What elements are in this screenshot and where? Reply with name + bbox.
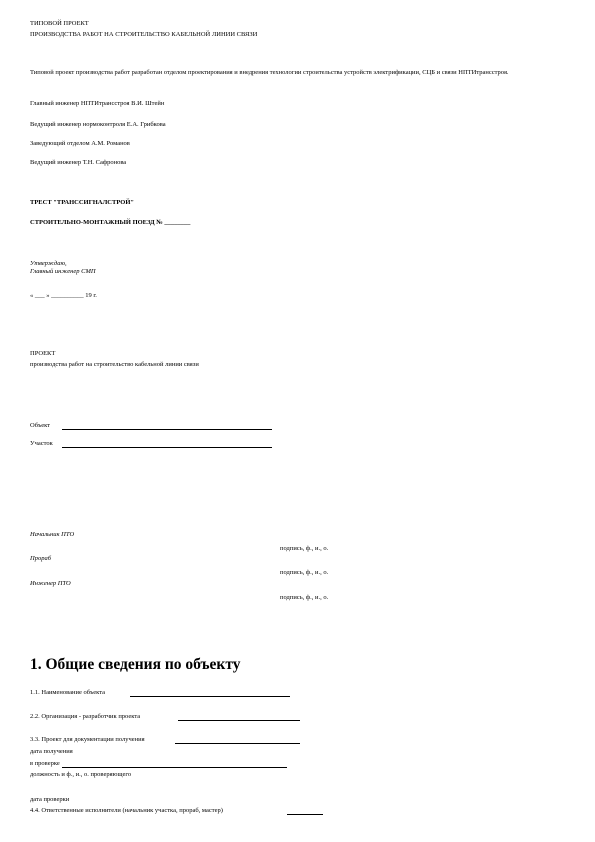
train-label: [30, 219, 190, 226]
receipt-date-label: дата получения: [30, 748, 73, 755]
field-responsible-line: [287, 814, 323, 815]
author-lead-engineer: Ведущий инженер Т.Н. Сафронова: [30, 159, 127, 166]
for-check-line: [62, 767, 287, 768]
signature-note-foreman: подпись, ф., и., о.: [280, 569, 329, 576]
check-date-label: дата проверки: [30, 796, 70, 803]
field-developer-org-line: [178, 720, 300, 721]
project-subtitle: производства работ на строительство кабельной линии связи: [30, 361, 199, 368]
field-responsible-label: 4.4. Ответственные исполнители (начальник участка, прораб, мастер): [30, 807, 223, 814]
field-received-doc-label: 3.3. Проект для документации получения: [30, 736, 145, 743]
train-label-text: СТРОИТЕЛЬНО-МОНТАЖНЫЙ ПОЕЗД №: [30, 219, 163, 226]
position-note: должность и ф., и., о. проверяющего: [30, 771, 132, 778]
approval-line2: Главный инженер СМП: [30, 268, 96, 275]
project-title: ПРОЕКТ: [30, 350, 56, 357]
signature-role-pto-head: Начальник ПТО: [30, 531, 75, 538]
signature-note-pto-head: подпись, ф., и., о.: [280, 545, 329, 552]
intro-paragraph: Типовой проект производства работ разработан отделом проектирования и внедрения технологии строительства устройств электрификации, СЦБ и связи НПТИтрансстроя.: [30, 69, 509, 76]
field-object-name-label: 1.1. Наименование объекта: [30, 689, 106, 696]
header-subtitle: ПРОИЗВОДСТВА РАБОТ НА СТРОИТЕЛЬСТВО КАБЕЛЬНОЙ ЛИНИИ СВЯЗИ: [30, 31, 258, 38]
author-department-head: Заведующий отделом А.М. Романов: [30, 140, 130, 147]
author-norm-control: Ведущий инженер нормоконтроля Е.А. Грибкова: [30, 121, 166, 128]
signature-note-pto-engineer: подпись, ф., и., о.: [280, 594, 329, 601]
signature-role-foreman: Прораб: [30, 555, 51, 562]
section-field-line: [62, 447, 272, 448]
approval-date: « ___ » __________ 19 г.: [30, 292, 97, 299]
object-field-line: [62, 429, 272, 430]
author-chief-engineer: Главный инженер НПТИтрансстроя В.И. Штейн: [30, 100, 165, 107]
section-label: Участок: [30, 440, 53, 447]
for-check-label: в проверке: [30, 760, 60, 767]
field-object-name-line: [130, 696, 290, 697]
train-number-blank: ________: [164, 219, 191, 226]
trust-name: ТРЕСТ "ТРАНССИГНАЛСТРОЙ": [30, 199, 134, 206]
field-developer-org-label: 2.2. Организация - разработчик проекта: [30, 713, 141, 720]
signature-role-pto-engineer: Инженер ПТО: [30, 580, 71, 587]
section-heading: 1. Общие сведения по объекту: [30, 656, 241, 673]
field-received-doc-line: [175, 743, 300, 744]
header-title: ТИПОВОЙ ПРОЕКТ: [30, 20, 89, 27]
object-label: Объект: [30, 422, 50, 429]
approval-line1: Утверждаю,: [30, 260, 67, 267]
